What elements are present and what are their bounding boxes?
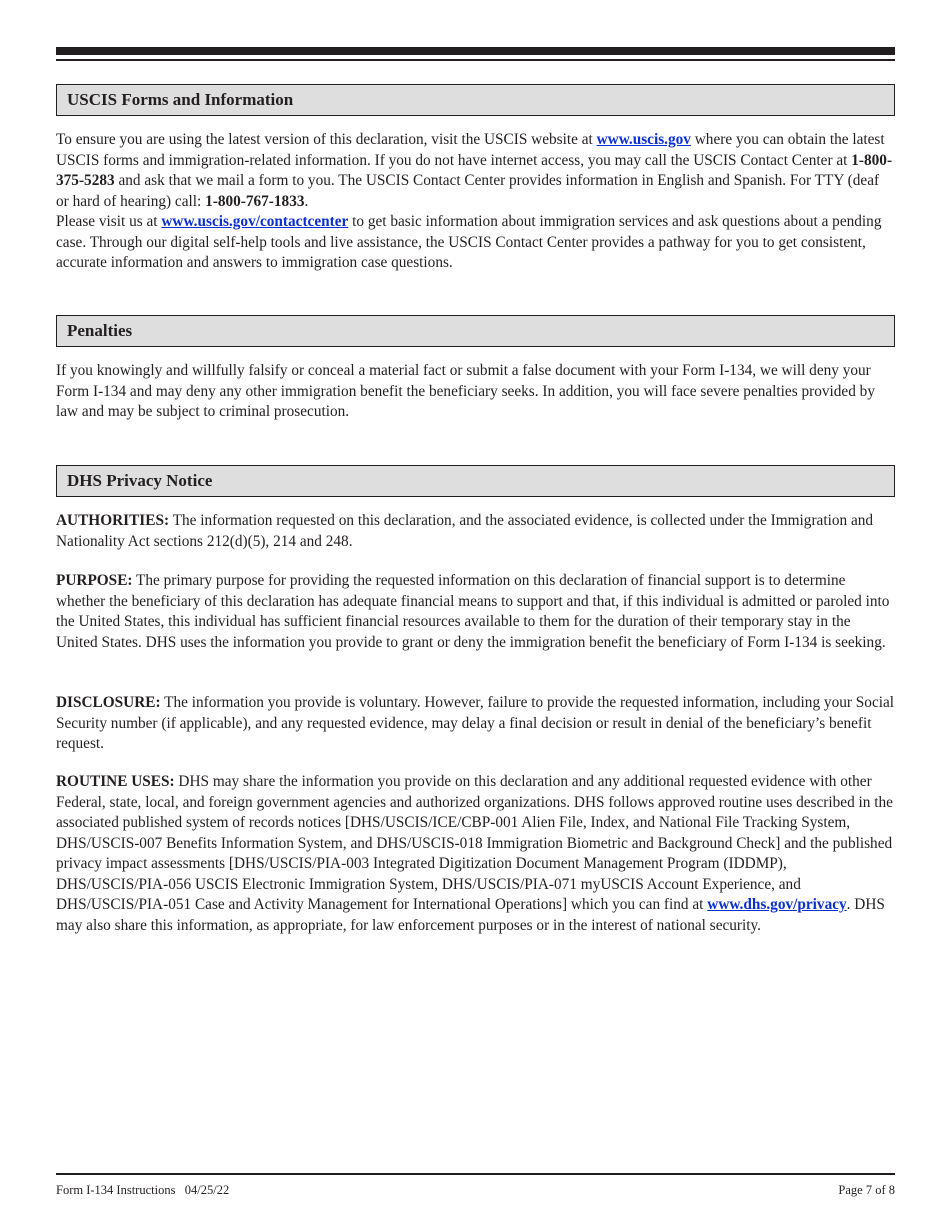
purpose-label: PURPOSE:	[56, 572, 133, 589]
dhs-privacy-link[interactable]: www.dhs.gov/privacy	[707, 896, 847, 913]
footer-rule	[56, 1173, 895, 1175]
forms-info-paragraph-1: To ensure you are using the latest version of this declaration, visit the USCIS website at www.uscis.gov where you can obtain the latest USCIS forms and immigration-related information. If you do not have internet access, you may call the USCIS Contact Center at 1-800-375-5283 and ask that we mail a form to you. The USCIS Contact Center provides information in English and Spanish. For TTY (deaf or hard of hearing) call: 1-800-767-1833.	[56, 131, 893, 210]
footer-page-number: Page 7 of 8	[838, 1183, 895, 1197]
privacy-authorities: AUTHORITIES: The information requested on this declaration, and the associated evidence, is collected under the Immigration and Nationality Act sections 212(d)(5), 214 and 248.	[56, 512, 874, 550]
contact-center-link[interactable]: www.uscis.gov/contactcenter	[161, 213, 349, 230]
section-title: USCIS Forms and Information	[67, 90, 294, 109]
penalties-paragraph: If you knowingly and willfully falsify or conceal a material fact or submit a false document with your Form I-134, we will deny your Form I-134 and may deny any other immigration benefit the beneficiary seeks. In addition, you will face severe penalties provided by law and may be subject to criminal prosecution.	[56, 362, 875, 420]
section-title: DHS Privacy Notice	[67, 471, 213, 490]
section-header-penalties	[56, 315, 895, 347]
forms-info-body	[56, 130, 895, 274]
tty-phone: 1-800-767-1833	[205, 192, 305, 210]
top-rule-thick	[56, 47, 895, 55]
contact-center-phone: 1-800-375-5283	[56, 151, 893, 189]
privacy-purpose: PURPOSE: The primary purpose for providing the requested information on this declaration of financial support is to determine whether the beneficiary of this declaration has adequate financial means to support and that, if this individual is admitted or paroled into the United States, this individual has sufficient financial resources available to them for the duration of their temporary stay in the United States. DHS uses the information you provide to grant or deny the immigration benefit the beneficiary of Form I-134 is seeking.	[56, 572, 890, 651]
section-header-forms-info	[56, 84, 895, 116]
section-header-privacy	[56, 465, 895, 497]
uscis-website-link[interactable]: www.uscis.gov	[596, 131, 691, 148]
privacy-routine-uses: ROUTINE USES: DHS may share the information you provide on this declaration and any additional requested evidence with other Federal, state, local, and foreign government agencies and authorized organizations. DHS follows approved routine uses described in the associated published system of records notices [DHS/USCIS/ICE/CBP-001 Alien File, Index, and National File Tracking System, DHS/USCIS-007 Benefits Information System, and DHS/USCIS-018 Immigration Biometric and Background Check] and the published privacy impact assessments [DHS/USCIS/PIA-003 Integrated Digitization Document Management Program (IDDMP), DHS/USCIS/PIA-056 USCIS Electronic Immigration System, DHS/USCIS/PIA-071 myUSCIS Account Experience, and DHS/USCIS/PIA-051 Case and Activity Management for International Operations] which you can find at www.dhs.gov/privacy. DHS may also share this information, as appropriate, for law enforcement purposes or in the interest of national security.	[56, 773, 893, 934]
routine-uses-label: ROUTINE USES:	[56, 773, 175, 790]
disclosure-label: DISCLOSURE:	[56, 694, 161, 711]
footer-form-label: Form I-134 Instructions 04/25/22	[56, 1183, 230, 1197]
top-rule-thin	[56, 59, 895, 61]
authorities-label: AUTHORITIES:	[56, 512, 170, 529]
privacy-disclosure: DISCLOSURE: The information you provide is voluntary. However, failure to provide the requested information, including your Social Security number (if applicable), and any requested evidence, may delay a final decision or result in denial of the beneficiary’s benefit request.	[56, 694, 895, 752]
penalties-body	[56, 361, 895, 423]
section-title: Penalties	[67, 321, 133, 340]
forms-info-paragraph-2: Please visit us at www.uscis.gov/contactcenter to get basic information about immigration services and ask questions about a pending case. Through our digital self-help tools and live assistance, the USCIS Contact Center provides a pathway for you to get consistent, accurate information and answers to immigration case questions.	[56, 213, 882, 271]
